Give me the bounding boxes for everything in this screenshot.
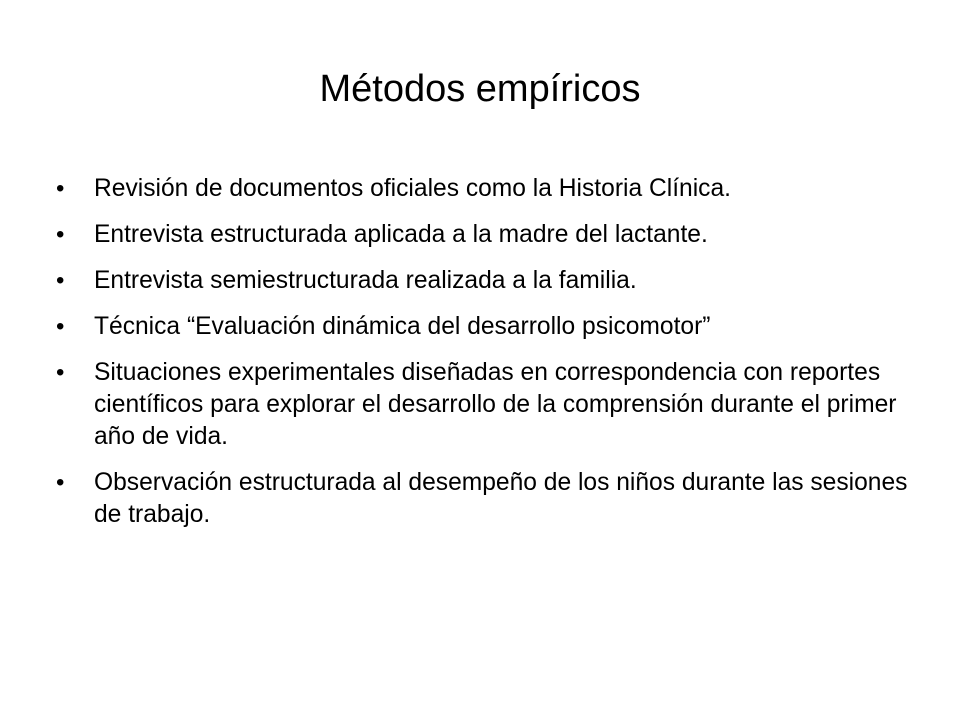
bullet-item-document-review [54, 173, 914, 205]
bullet-dot-icon: • [56, 175, 65, 202]
slide-title: Métodos empíricos [319, 68, 641, 110]
bullet-text: Técnica “Evaluación dinámica del desarrollo psicomotor” [94, 313, 711, 340]
bullet-dot-icon: • [56, 359, 65, 386]
bullet-dot-icon: • [56, 221, 65, 248]
bullet-text: Entrevista semiestructurada realizada a la familia. [94, 267, 637, 294]
bullet-dot-icon: • [56, 313, 65, 340]
bullet-item-experimental-situations [54, 357, 914, 453]
bullet-text: Revisión de documentos oficiales como la Historia Clínica. [94, 175, 731, 202]
bullet-text: Observación estructurada al desempeño de los niños durante las sesiones de trabajo. [94, 469, 908, 528]
bullet-dot-icon: • [56, 469, 65, 496]
bullet-item-semistructured-interview [54, 265, 914, 297]
bullet-dot-icon: • [56, 267, 65, 294]
bullet-list [54, 173, 914, 545]
bullet-text: Entrevista estructurada aplicada a la madre del lactante. [94, 221, 708, 248]
bullet-text: Situaciones experimentales diseñadas en correspondencia con reportes científicos para explorar el desarrollo de la comprensión durante el primer año de vida. [94, 359, 897, 450]
bullet-item-psychomotor-technique [54, 311, 914, 343]
bullet-item-structured-interview [54, 219, 914, 251]
bullet-item-structured-observation [54, 467, 914, 531]
